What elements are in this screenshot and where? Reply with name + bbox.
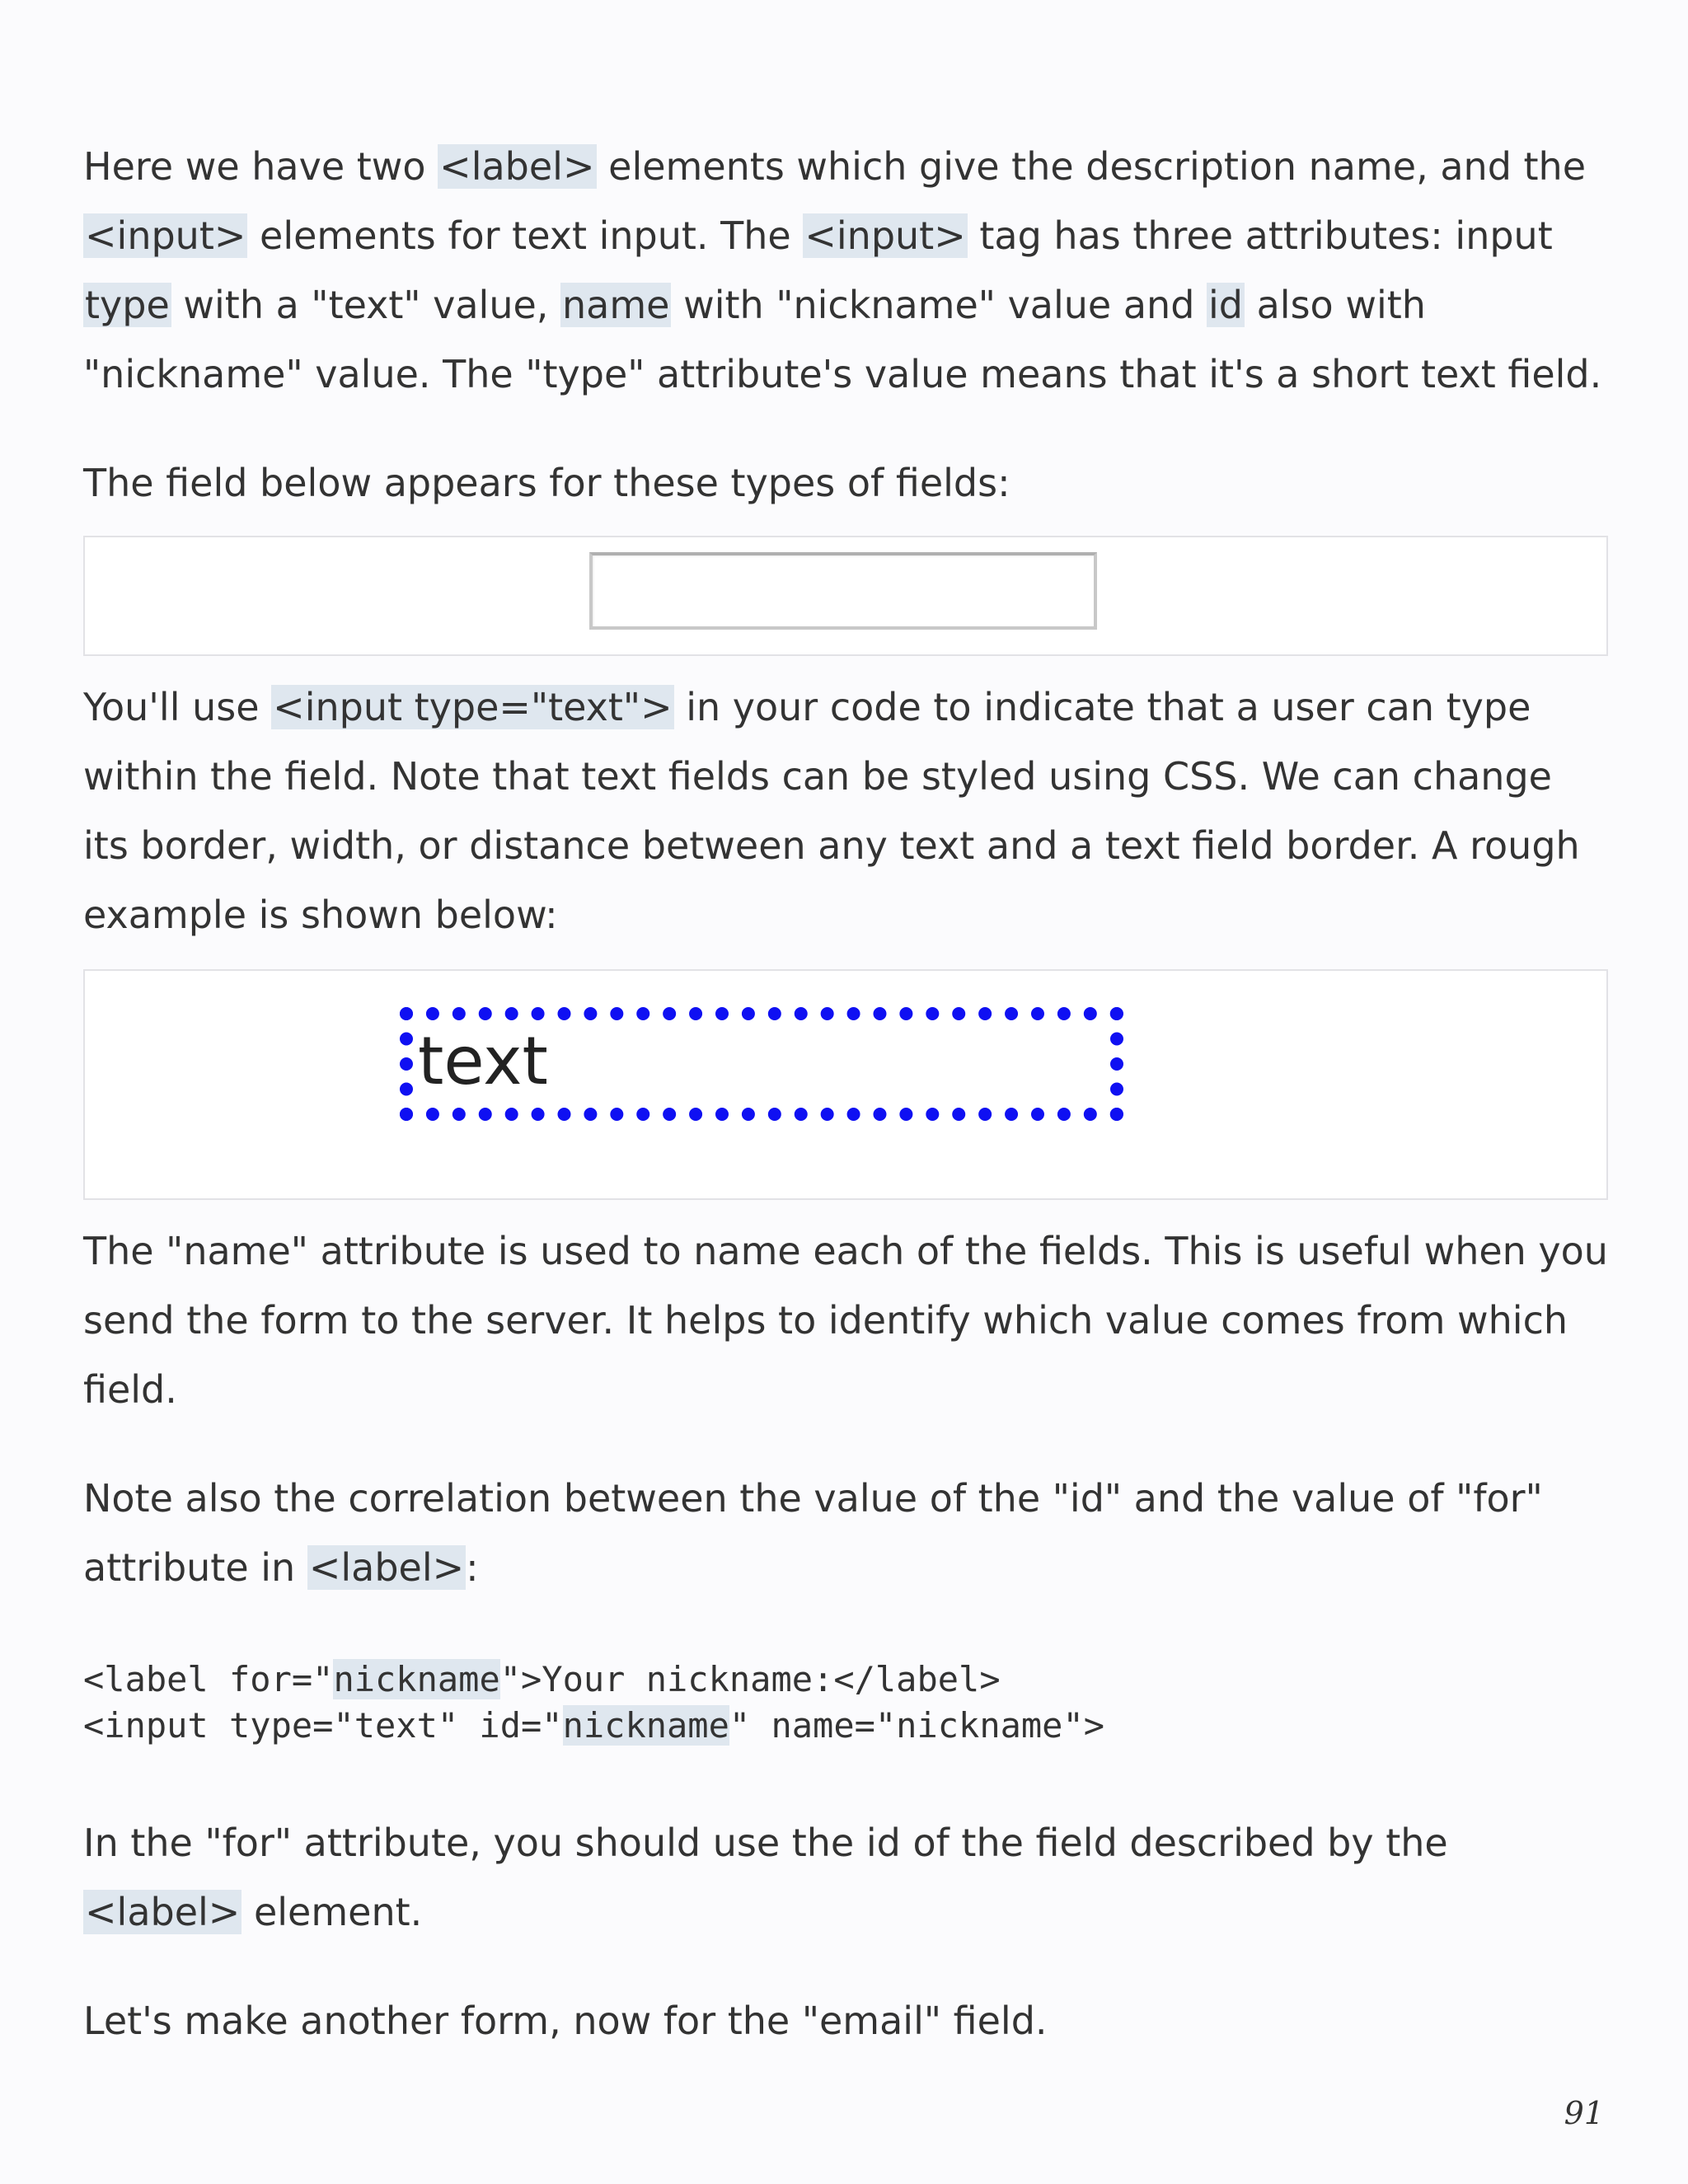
inline-code-label: <label> [439,144,595,189]
demo-text-field[interactable] [589,552,1097,630]
paragraph-email-form: Let's make another form, now for the "email" field. [83,1999,1048,2043]
code-text: ">Your nickname:</label> [499,1659,1001,1699]
text-run: element. [241,1890,423,1934]
code-highlight-nickname: nickname [333,1659,500,1699]
styled-field-demo-box [83,969,1608,1200]
text-run: elements which give the description name, and the [596,144,1587,189]
text-run: tag has three attributes: input [967,213,1553,258]
paragraph-name-attribute: The "name" attribute is used to name each of the fields. This is useful when you send the form to the server. It helps to identify which value comes from which field. [83,1229,1608,1412]
page-number: 91 [1564,2095,1604,2131]
inline-code-label: <label> [85,1890,241,1934]
code-block [83,1657,1608,1749]
inline-code-type: type [85,283,170,327]
text-run: with a "text" value, [171,283,561,327]
text-run: also with "nickname" value. The "type" attribute's value means that it's a short text field. [83,283,1602,396]
code-text: " name="nickname"> [729,1705,1105,1746]
code-line-1 [83,1657,1608,1703]
paragraph-id-for-correlation [83,1464,1608,1602]
paragraph-label-input-intro [83,132,1608,409]
paragraph-field-appears: The field below appears for these types of fields: [83,461,1010,505]
paragraph-input-type-text [83,673,1608,949]
code-line-2 [83,1703,1608,1749]
text-run: elements for text input. The [247,213,804,258]
demo-styled-text-field[interactable]: text [400,1007,1123,1121]
code-highlight-nickname: nickname [562,1705,729,1746]
text-run: In the "for" attribute, you should use the id of the field described by the [83,1821,1448,1865]
inline-code-id: id [1208,283,1243,327]
code-text: <label for=" [83,1659,334,1699]
text-run: in your code to indicate that a user can type within the field. Note that text fields can be styled using CSS. We can change its border, width, or distance between any text and a text field border. A rough example is shown below: [83,685,1580,937]
code-text: <input type="text" id=" [83,1705,563,1746]
inline-code-input-type-text: <input type="text"> [273,685,673,729]
inline-code-input: <input> [804,213,966,258]
text-field-demo-box [83,536,1608,656]
text-run: You'll use [83,685,272,729]
inline-code-name: name [562,283,670,327]
inline-code-label: <label> [308,1545,465,1590]
text-run: Here we have two [83,144,438,189]
text-run: Note also the correlation between the value of the "id" and the value of "for" attribute in [83,1476,1543,1590]
text-run: : [466,1545,479,1590]
inline-code-input: <input> [85,213,246,258]
paragraph-for-attribute [83,1808,1608,1947]
text-run: with "nickname" value and [671,283,1207,327]
page-content [83,132,1608,2055]
